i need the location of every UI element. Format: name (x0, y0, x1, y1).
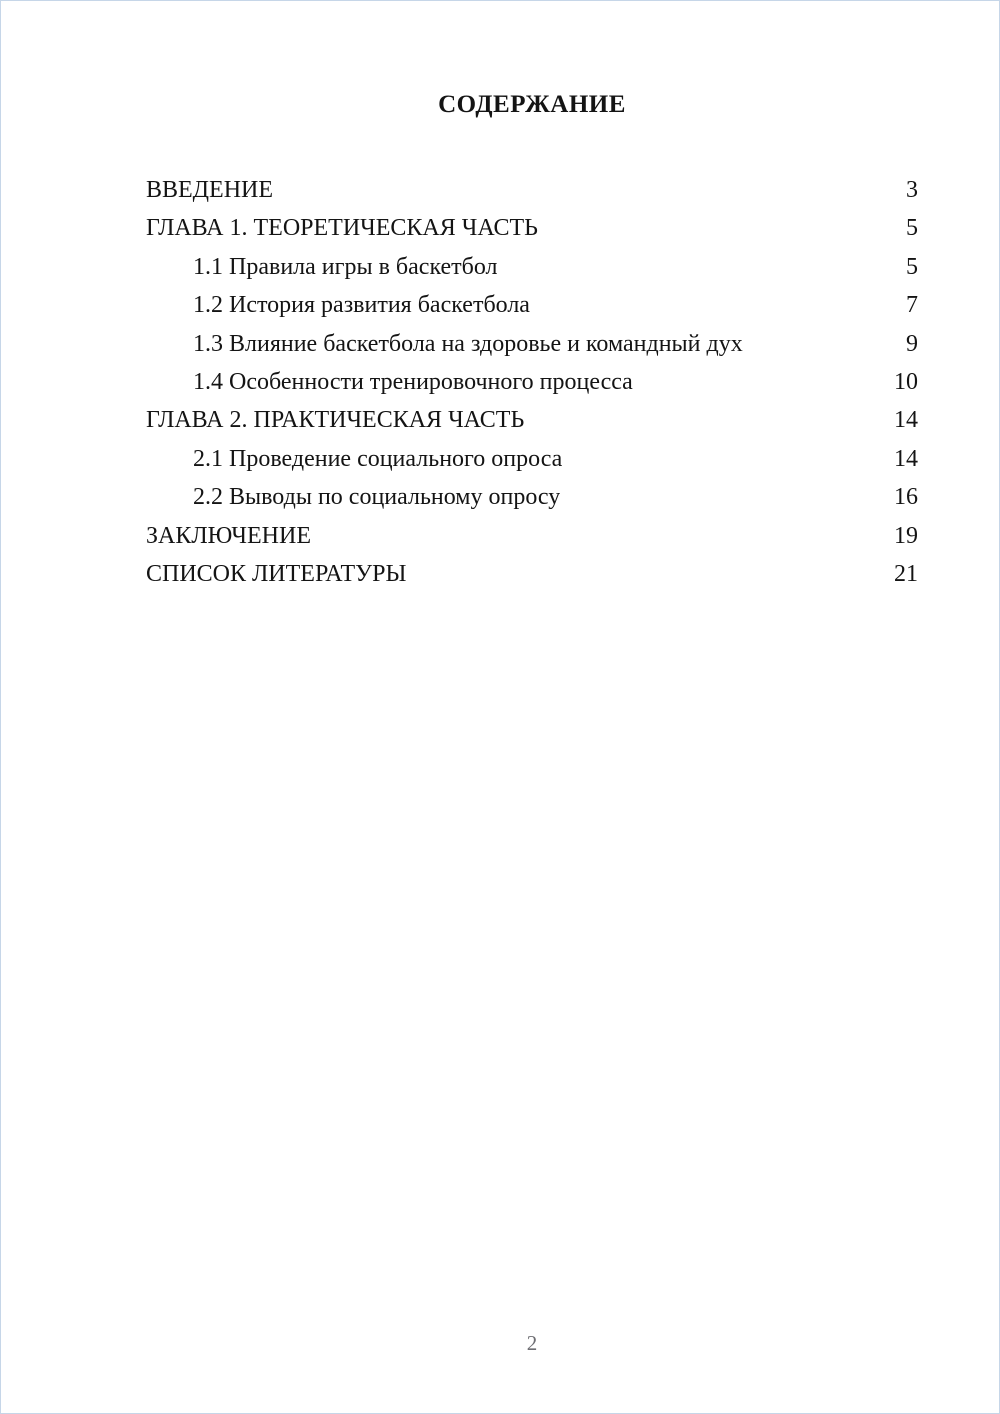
toc-entry-page-number: 7 (906, 292, 918, 319)
toc-entry-page-number: 16 (894, 484, 918, 511)
toc-entry-label: СПИСОК ЛИТЕРАТУРЫ (146, 560, 407, 587)
toc-entry-page-number: 14 (894, 445, 918, 472)
toc-entry-label: 1.4 Особенности тренировочного процесса (193, 368, 633, 395)
toc-entry (146, 286, 918, 324)
toc-entry-label: ГЛАВА 2. ПРАКТИЧЕСКАЯ ЧАСТЬ (146, 407, 525, 434)
toc-entry-page-number: 21 (894, 560, 918, 587)
toc-entry (146, 440, 918, 478)
toc-entry-page-number: 10 (894, 368, 918, 395)
toc-entry (146, 517, 918, 555)
toc-entry-page-number: 9 (906, 330, 918, 357)
toc-entry-label: 1.2 История развития баскетбола (193, 292, 530, 319)
page-number: 2 (526, 1331, 538, 1355)
table-of-contents (146, 171, 918, 593)
toc-entry-label: 1.3 Влияние баскетбола на здоровье и командный дух (193, 330, 743, 357)
toc-entry (146, 401, 918, 439)
toc-entry-label: 2.2 Выводы по социальному опросу (193, 484, 561, 511)
toc-entry (146, 209, 918, 247)
page-title: СОДЕРЖАНИЕ (438, 91, 626, 118)
toc-entry-page-number: 5 (906, 253, 918, 280)
toc-entry-page-number: 5 (906, 215, 918, 242)
toc-entry-label: ВВЕДЕНИЕ (146, 177, 274, 203)
toc-entry-page-number: 19 (894, 522, 918, 549)
toc-entry-label: 1.1 Правила игры в баскетбол (193, 253, 498, 280)
toc-entry-label: 2.1 Проведение социального опроса (193, 445, 563, 472)
toc-entry (146, 325, 918, 363)
toc-entry (146, 555, 918, 593)
toc-entry-label: ГЛАВА 1. ТЕОРЕТИЧЕСКАЯ ЧАСТЬ (146, 215, 538, 242)
toc-entry-page-number: 3 (906, 177, 918, 203)
toc-entry (146, 248, 918, 286)
toc-entry (146, 478, 918, 516)
toc-entry-label: ЗАКЛЮЧЕНИЕ (146, 522, 311, 549)
toc-entry (146, 363, 918, 401)
toc-entry (146, 171, 918, 209)
toc-entry-page-number: 14 (894, 407, 918, 434)
